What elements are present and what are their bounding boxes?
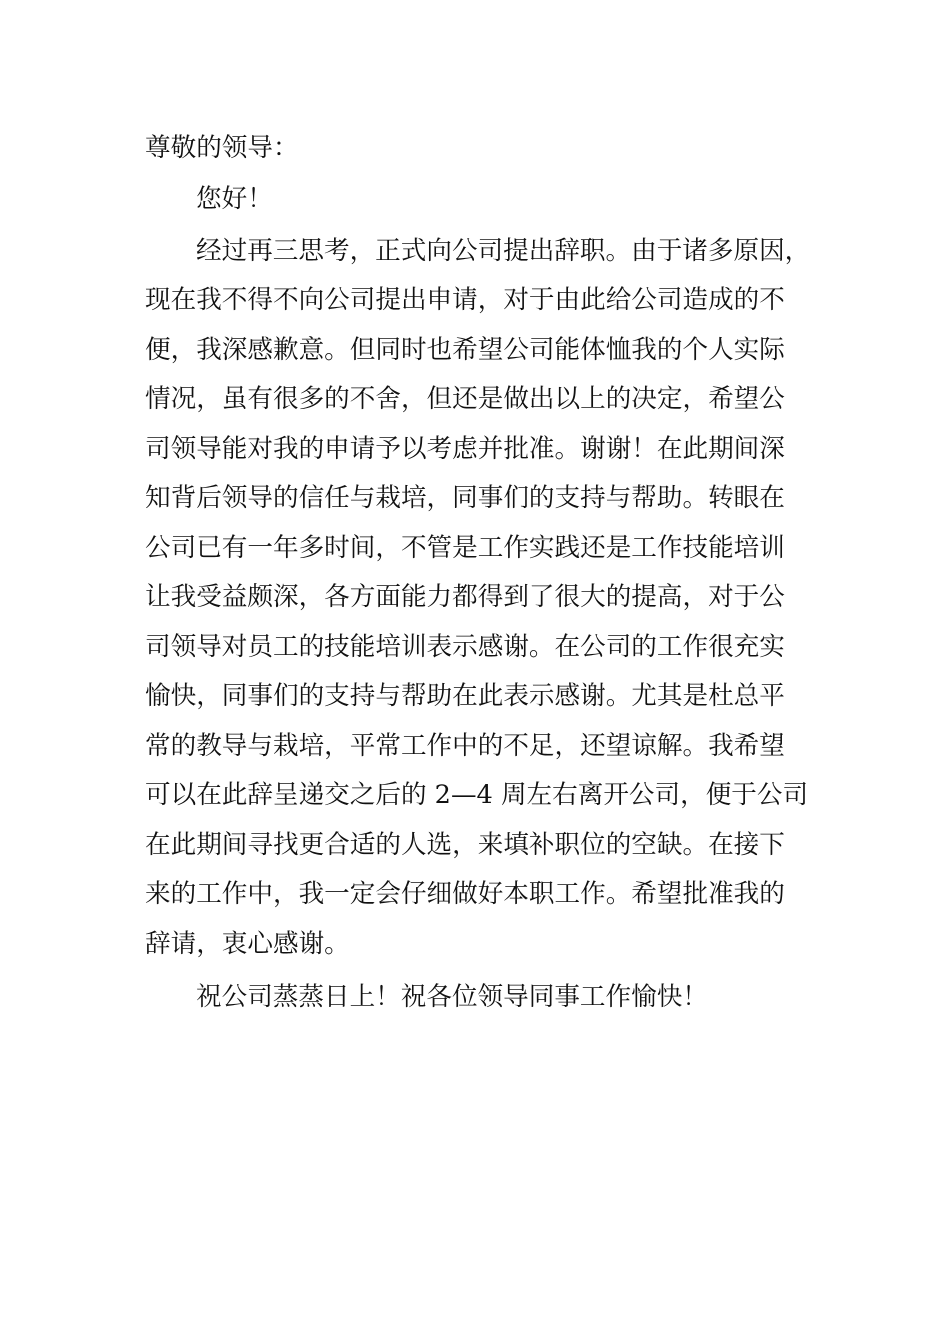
closing: 祝公司蒸蒸日上！祝各位领导同事工作愉快！ [196, 982, 708, 1012]
body-line: 司领导能对我的申请予以考虑并批准。谢谢！在此期间深 [145, 434, 785, 464]
body-line: 可以在此辞呈递交之后的 2—4 周左右离开公司，便于公司 [145, 780, 809, 810]
body-line: 经过再三思考，正式向公司提出辞职。由于诸多原因， [196, 236, 811, 266]
body-line: 司领导对员工的技能培训表示感谢。在公司的工作很充实 [145, 632, 785, 662]
body-line: 在此期间寻找更合适的人选，来填补职位的空缺。在接下 [145, 830, 785, 860]
body-line: 便，我深感歉意。但同时也希望公司能体恤我的个人实际 [145, 335, 785, 365]
body-line: 情况，虽有很多的不舍，但还是做出以上的决定，希望公 [145, 384, 785, 414]
body-line: 来的工作中，我一定会仔细做好本职工作。希望批准我的 [145, 879, 785, 909]
body-line: 愉快，同事们的支持与帮助在此表示感谢。尤其是杜总平 [145, 681, 785, 711]
body-line: 现在我不得不向公司提出申请，对于由此给公司造成的不 [145, 285, 785, 315]
greeting: 您好！ [196, 184, 273, 214]
body-line: 知背后领导的信任与栽培，同事们的支持与帮助。转眼在 [145, 483, 785, 513]
body-line: 公司已有一年多时间，不管是工作实践还是工作技能培训 [145, 533, 785, 563]
body-line: 辞请，衷心感谢。 [145, 929, 350, 959]
salutation: 尊敬的领导： [145, 133, 299, 163]
body-line: 常的教导与栽培，平常工作中的不足，还望谅解。我希望 [145, 731, 785, 761]
body-line: 让我受益颇深，各方面能力都得到了很大的提高，对于公 [145, 582, 785, 612]
